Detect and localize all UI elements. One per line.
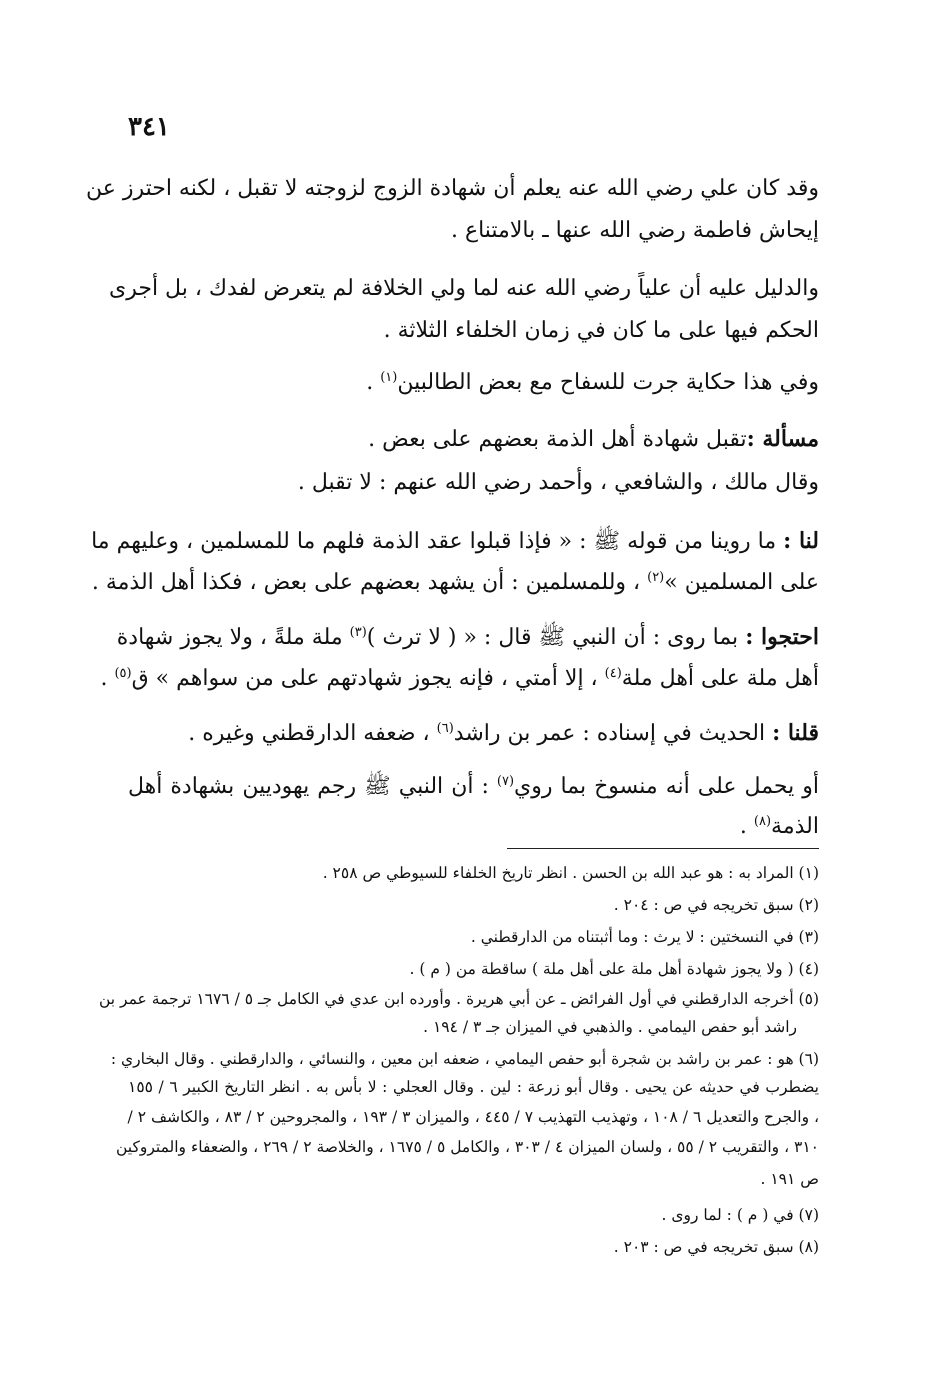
period: . [100,666,115,691]
footnote-6-line-5: ص ١٩١ . [760,1170,819,1188]
body-text: بما روى : أن النبي ﷺ قال : « ( لا ترث ) [366,625,739,650]
body-text: الحديث في إسناده : عمر بن راشد [453,721,766,746]
body-text: ، وللمسلمين : أن يشهد بعضهم على بعض ، فكذا أهل الذمة . [91,570,641,595]
footnote-5-line-1: (٥) أخرجه الدارقطني في أول الفرائض ـ عن أبي هريرة . وأورده ابن عدي في الكامل جـ ٥ / ١٦٧٦ ترجمة عمر بن [98,990,819,1008]
footnote-separator [507,848,819,849]
body-text: على المسلمين » [664,570,819,595]
body-line-last-1 [128,770,819,804]
body-text: أو يحمل على أنه منسوخ بما روي [514,774,819,799]
lana-label: لنا : [783,528,819,554]
footnote-6-line-4: ٣١٠ ، والتقريب ٢ / ٥٥ ، ولسان الميزان ٤ / ٣٠٣ ، والكامل ٥ / ١٦٧٥ ، والخلاصة ٢ / ٢٦٩ ، والضعفاء والمتروكين [116,1138,819,1156]
footnote-6-line-2: يضطرب في حديثه عن يحيى . وقال أبو زرعة : لين . وقال العجلي : لا بأس به . انظر التاريخ الكبير ٦ / ١٥٥ [128,1078,819,1096]
body-text: : أن النبي ﷺ رجم يهوديين بشهادة أهل [128,774,489,799]
footnote-ref-6: (٦) [436,721,454,736]
body-text: الذمة [771,814,819,839]
period: . [739,814,754,839]
footnote-ref-2: (٢) [647,570,665,585]
body-text: ، إلا أمتي ، فإنه يجوز شهادتهم على من سواهم » ق [131,666,598,691]
body-line-2: إيحاش فاطمة رضي الله عنها ـ بالامتناع . [450,218,819,243]
body-text: ملة ملةً ، ولا يجوز شهادة [116,625,343,650]
footnote-ref-5: (٥) [114,666,132,681]
lana-line-2 [92,566,819,600]
footnote-3: (٣) في النسختين : لا يرث : وما أثبتناه من الدارقطني . [470,928,819,946]
page-number: ٣٤١ [128,112,170,142]
body-text: ما روينا من قوله ﷺ : « فإذا قبلوا عقد الذمة فلهم ما للمسلمين ، وعليهم ما [91,529,777,554]
body-text: أهل ملة على أهل ملة [621,666,819,691]
ihtajju-line-2 [100,662,819,696]
footnote-ref-7: (٧) [496,774,515,789]
period: . [366,370,381,395]
body-line-1: وقد كان علي رضي الله عنه يعلم أن شهادة الزوج لزوجته لا تقبل ، لكنه احترز عن [85,176,819,201]
footnote-ref-1: (١) [380,370,398,385]
body-text: ، ضعفه الدارقطني وغيره . [188,721,430,746]
footnote-6-line-3: ، والجرح والتعديل ٦ / ١٠٨ ، وتهذيب التهذيب ٧ / ٤٤٥ ، والميزان ٣ / ١٩٣ ، والمجروحين ٢ / ٨٣ ، والكاشف ٢ / [127,1108,819,1126]
footnote-ref-4: (٤) [604,666,622,681]
body-line-5 [366,366,819,400]
footnote-2: (٢) سبق تخريجه في ص : ٢٠٤ . [613,896,819,914]
qulna-line [188,716,819,750]
ihtajju-label: احتجوا : [745,624,819,650]
footnote-ref-8: (٨) [753,814,772,829]
footnote-6-line-1: (٦) هو : عمر بن راشد بن شجرة أبو حفص اليمامي ، ضعفه ابن معين ، والنسائي ، والدارقطني . وقال البخاري : [110,1050,819,1068]
body-line-7: وقال مالك ، والشافعي ، وأحمد رضي الله عنهم : لا تقبل . [297,470,819,495]
footnote-4: (٤) ( ولا يجوز شهادة أهل ملة على أهل ملة ) ساقطة من ( م ) . [409,960,819,978]
footnote-7: (٧) في ( م ) : لما روى . [661,1206,819,1224]
masala-line [368,422,819,456]
lana-line-1 [91,524,819,558]
masala-label: مسألة : [746,426,819,452]
body-text: تقبل شهادة أهل الذمة بعضهم على بعض . [368,427,747,452]
body-line-last-2 [740,810,819,844]
body-line-3: والدليل عليه أن علياً رضي الله عنه لما ولي الخلافة لم يتعرض لفدك ، بل أجرى [108,276,819,301]
footnote-5-line-2: راشد أبو حفص اليمامي . والذهبي في الميزان جـ ٣ / ١٩٤ . [423,1018,797,1036]
body-line-4: الحكم فيها على ما كان في زمان الخلفاء الثلاثة . [383,318,819,343]
body-text: وفي هذا حكاية جرت للسفاح مع بعض الطالبين [397,370,819,395]
footnote-1: (١) المراد به : هو عبد الله بن الحسن . انظر تاريخ الخلفاء للسيوطي ص ٢٥٨ . [322,864,819,882]
footnote-ref-3: (٣) [349,625,367,640]
footnote-8: (٨) سبق تخريجه في ص : ٢٠٣ . [613,1238,819,1256]
ihtajju-line-1 [116,620,819,654]
qulna-label: قلنا : [772,720,819,746]
